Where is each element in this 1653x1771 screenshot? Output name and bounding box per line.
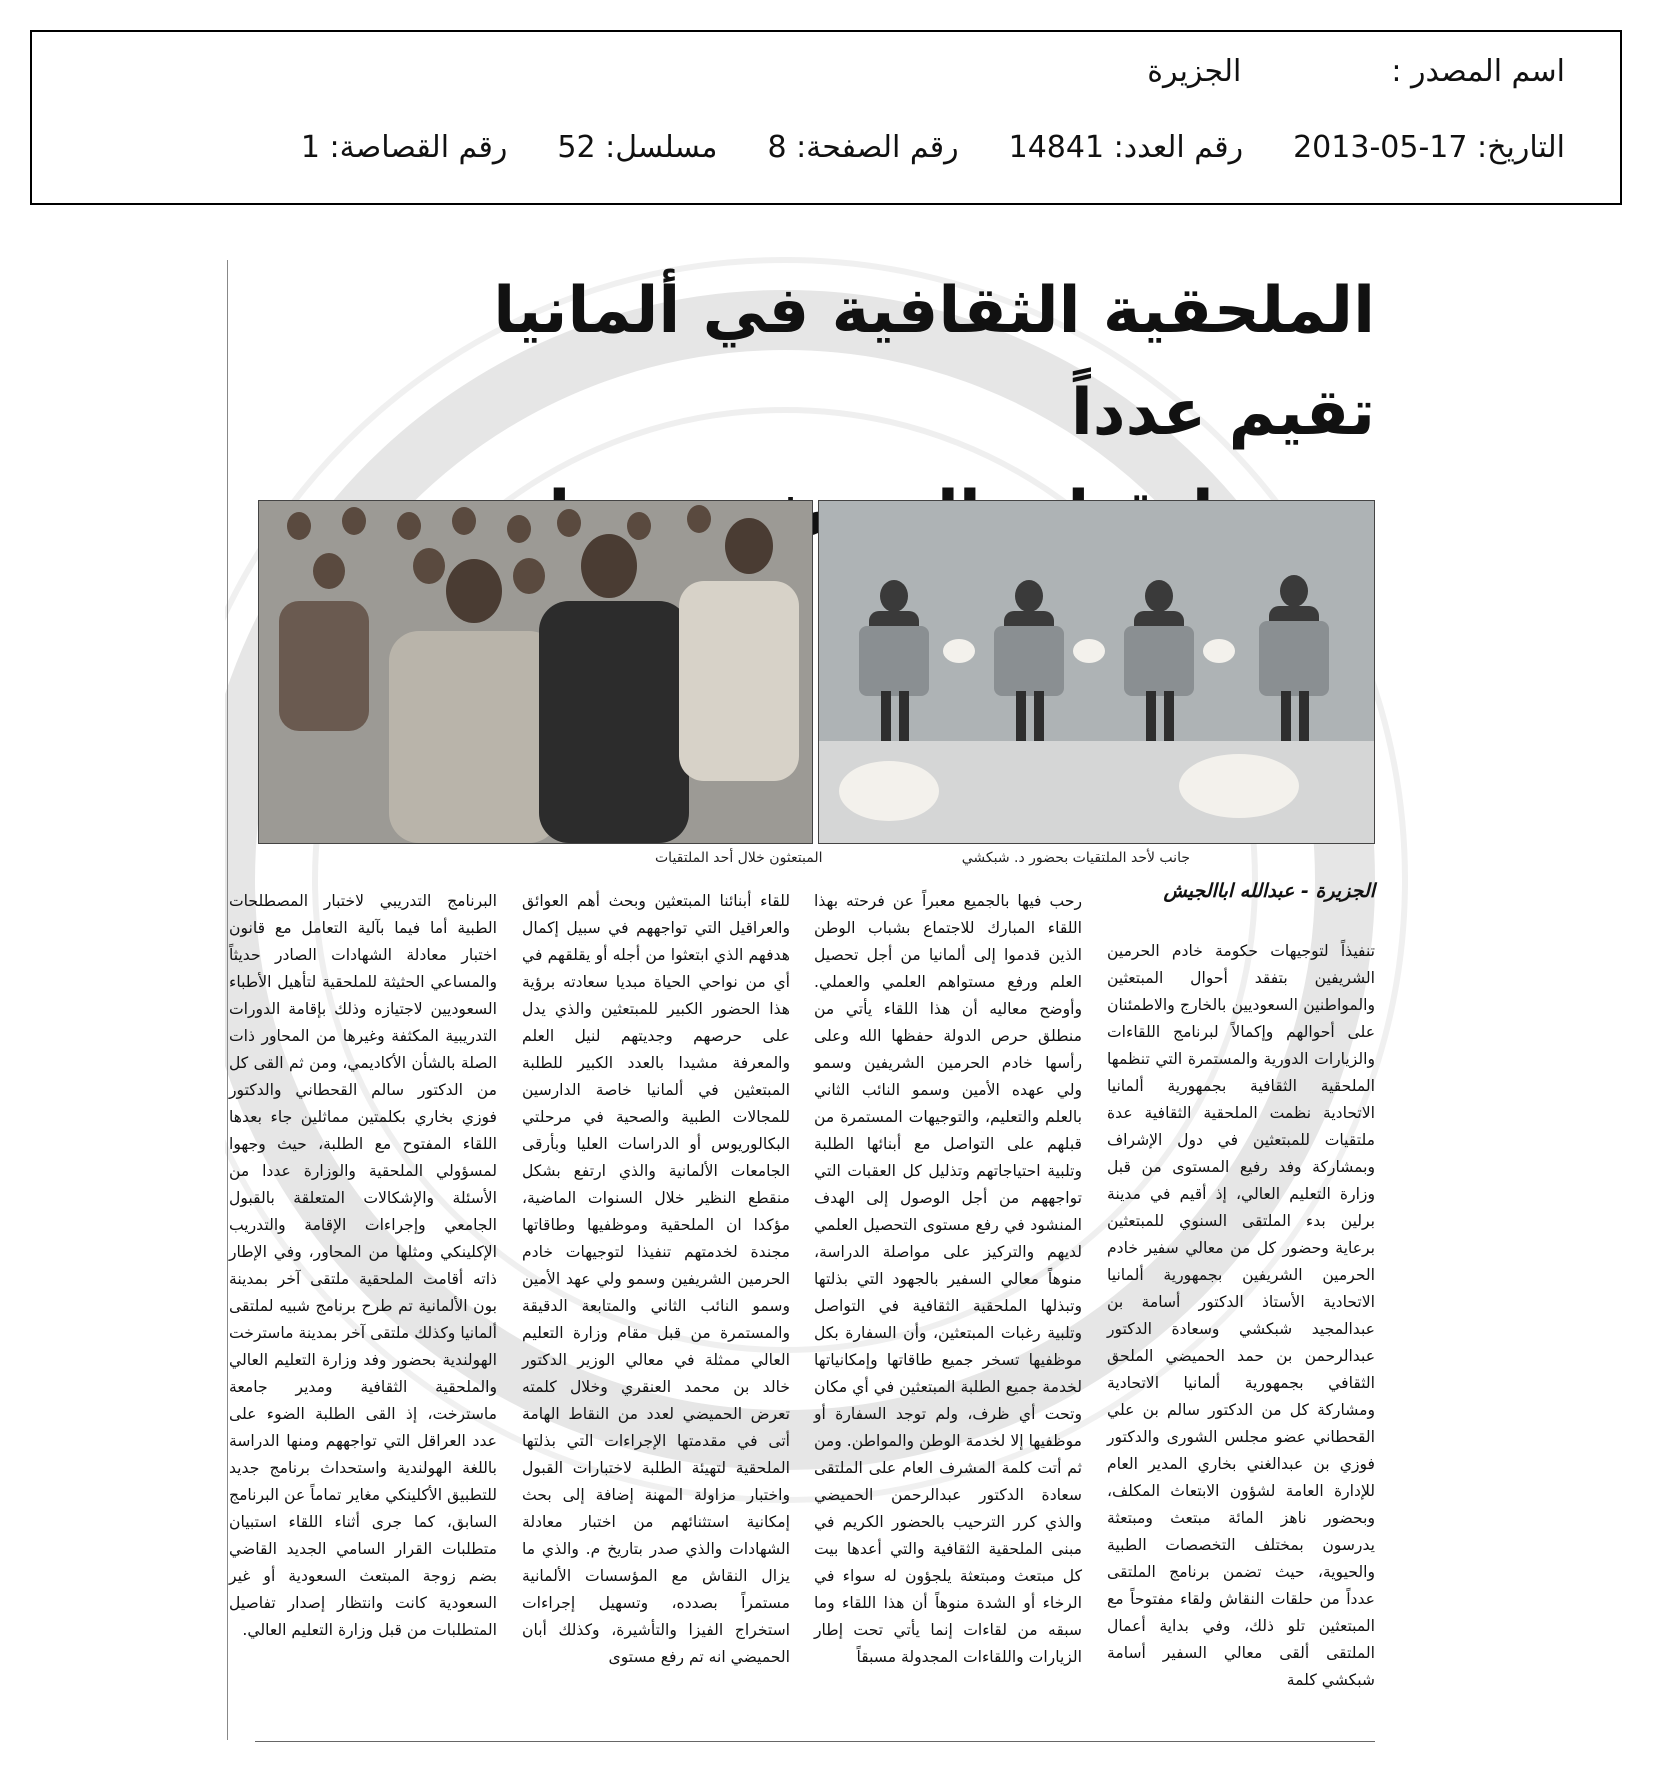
metadata-row xyxy=(301,130,1565,165)
newspaper-article xyxy=(225,240,1410,1750)
caption-stage-photo: جانب لأحد الملتقيات بحضور د. شبكشي xyxy=(961,850,1190,866)
panel-stage-photo xyxy=(818,500,1375,844)
clipping-header-box xyxy=(30,30,1622,205)
issue-field: رقم العدد: 14841 xyxy=(1008,130,1244,165)
date-field: التاريخ: 17-05-2013 xyxy=(1293,130,1565,165)
source-value: الجزيرة xyxy=(1147,54,1242,89)
byline: الجزيرة - عبدالله اباالجيش xyxy=(1163,880,1375,902)
article-column-1: تنفيذاً لتوجيهات حكومة خادم الحرمين الشريفين بتفقد أحوال المبتعثين والمواطنين السعوديين بالخارج والاطمئنان على أحوالهم وإكمالاً لبرنامج اللقاءات والزيارات الدورية والمستمرة التي تنظمها الملحقية الثقافية بجمهورية ألمانيا الاتحادية نظمت الملحقية الثقافية عدة ملتقيات للمبتعثين في دول الإشراف وبمشاركة وفد رفيع المستوى من قبل وزارة التعليم العالي، إذ أقيم في مدينة برلين بدء الملتقى السنوي للمبتعثين برعاية وحضور كل من معالي سفير خادم الحرمين الشريفين بجمهورية ألمانيا الاتحادية الأستاذ الدكتور أسامة بن عبدالمجيد شبكشي وسعادة الدكتور عبدالرحمن بن حمد الحميضي الملحق الثقافي بجمهورية ألمانيا الاتحادية ومشاركة كل من الدكتور سالم بن علي القحطاني عضو مجلس الشورى والدكتور فوزي بن عبدالغني بخاري المدير العام للإدارة العامة لشؤون الابتعاث المكلف، وبحضور ناهز المائة مبتعث ومبتعثة يدرسون بمختلف التخصصات الطبية والحيوية، حيث تضمن برنامج الملتقى عدداً من حلقات النقاش ولقاء مفتوحاً مع المبتعثين تلو ذلك، وفي بداية أعمال الملتقى ألقى معالي السفير أسامة شبكشي كلمة xyxy=(1107,942,1375,1689)
article-column-3: للقاء أبنائنا المبتعثين وبحث أهم العوائق والعراقيل التي تواجههم في سبيل إكمال هدفهم الذي ابتعثوا من أجله أو يقلقهم في أي من نواحي الحياة مبديا سعادته برؤية هذا الحضور الكبير للمبتعثين والذي يدل على حرصهم وجديتهم لنيل العلم والمعرفة مشيدا بالعدد الكبير للطلبة المبتعثين في ألمانيا خاصة الدارسين للمجالات الطبية والصحية في مرحلتي البكالوريوس أو الدراسات العليا وبأرقى الجامعات الألمانية والذي ارتفع بشكل منقطع النظير خلال السنوات الماضية، مؤكدا ان الملحقية وموظفيها وطاقاتها مجندة لخدمتهم تنفيذا لتوجيهات خادم الحرمين الشريفين وسمو ولي عهد الأمين وسمو النائب الثاني والمتابعة الدقيقة والمستمرة من قبل مقام وزارة التعليم العالي ممثلة في معالي الوزير الدكتور خالد بن محمد العنقري وخلال كلمته تعرض الحميضي لعدد من النقاط الهامة أتى في مقدمتها الإجراءات التي بذلتها الملحقية لتهيئة الطلبة لاختبارات القبول واختبار مزاولة المهنة إضافة إلى بحث إمكانية استثنائهم من اختبار معادلة الشهادات والذي صدر بتاريخ م. والذي ما يزال النقاش مع المؤسسات الألمانية مستمراً بصدده، وتسهيل إجراءات استخراج الفيزا والتأشيرة، وكذلك أبان الحميضي انه تم رفع مستوى xyxy=(522,892,790,1666)
headline-line-1: الملحقية الثقافية في ألمانيا تقيم عدداً xyxy=(493,274,1375,450)
source-row xyxy=(1147,54,1565,89)
caption-audience-photo: المبتعثون خلال أحد الملتقيات xyxy=(655,850,823,866)
serial-field: مسلسل: 52 xyxy=(557,130,718,165)
students-audience-photo xyxy=(258,500,813,844)
source-label: اسم المصدر : xyxy=(1391,54,1565,89)
clip-number-field: رقم القصاصة: 1 xyxy=(300,130,508,165)
left-column-rule xyxy=(227,260,228,1740)
page-field: رقم الصفحة: 8 xyxy=(767,130,959,165)
bottom-rule xyxy=(255,1741,1375,1742)
article-column-4: البرنامج التدريبي لاختبار المصطلحات الطبية أما فيما بآلية التعامل مع قانون اختبار معادلة الشهادات الصادر حديثاً والمساعي الحثيثة للملحقية لتأهيل الأطباء السعوديين لاجتيازه وذلك بإقامة الدورات التدريبية المكثفة وغيرها من المحاور ذات الصلة بالشأن الأكاديمي، ومن ثم القى كل من الدكتور سالم القحطاني والدكتور فوزي بخاري بكلمتين مماثلين جاء بعدها اللقاء المفتوح مع الطلبة، حيث وجهوا لمسؤولي الملحقية والوزارة عددا من الأسئلة والإشكالات المتعلقة بالقبول الجامعي وإجراءات الإقامة والتدريب الإكلينكي ومثلها من المحاور، وفي الإطار ذاته أقامت الملحقية ملتقى آخر بمدينة بون الألمانية تم طرح برنامج شبيه لملتقى ألمانيا وكذلك ملتقى آخر بمدينة ماسترخت الهولندية بحضور وفد وزارة التعليم العالي والملحقية الثقافية ومدير جامعة ماسترخت، إذ القى الطلبة الضوء على عدد العراقل التي تواجههم ومنها الدراسة باللغة الهولندية واستحداث برنامج جديد للتطبيق الأكلينكي مغاير تماماً عن البرنامج السابق، كما جرى أثناء اللقاء استبيان متطلبات القرار السامي الجديد القاضي بضم زوجة المبتعث السعودية أو غير السعودية كانت وانتظار إصدار تفاصيل المتطلبات من قبل وزارة التعليم العالي. xyxy=(229,892,497,1639)
article-column-2: رحب فيها بالجميع معبراً عن فرحته بهذا اللقاء المبارك للاجتماع بشباب الوطن الذين قدموا إلى ألمانيا من أجل تحصيل العلم ورفع مستواهم العلمي والعملي. وأوضح معاليه أن هذا اللقاء يأتي من منطلق حرص الدولة حفظها الله وعلى رأسها خادم الحرمين الشريفين وسمو ولي عهده الأمين وسمو النائب الثاني بالعلم والتعليم، والتوجيهات المستمرة من قبلهم على التواصل مع أبنائها الطلبة وتلبية احتياجاتهم وتذليل كل العقبات التي تواجههم من أجل الوصول إلى الهدف المنشود في رفع مستوى التحصيل العلمي لديهم والتركيز على مواصلة الدراسة، منوهاً معالي السفير بالجهود التي بذلتها وتبذلها الملحقية الثقافية في التواصل وتلبية رغبات المبتعثين، وأن السفارة بكل موظفيها تسخر جميع طاقاتها وإمكانياتها لخدمة جميع الطلبة المبتعثين في أي مكان وتحت أي ظرف، ولم توجد السفارة أو موظفيها إلا لخدمة الوطن والمواطن. ومن ثم أتت كلمة المشرف العام على الملتقى سعادة الدكتور عبدالرحمن الحميضي والذي كرر الترحيب بالحضور الكريم في مبنى الملحقية الثقافية والتي أعدها بيت كل مبتعث ومبتعثة يلجؤون له سواء في الرخاء أو الشدة منوهاً أن هذا اللقاء وما سبقه من لقاءات إنما يأتي تحت إطار الزيارات واللقاءات المجدولة مسبقاً xyxy=(814,892,1082,1666)
